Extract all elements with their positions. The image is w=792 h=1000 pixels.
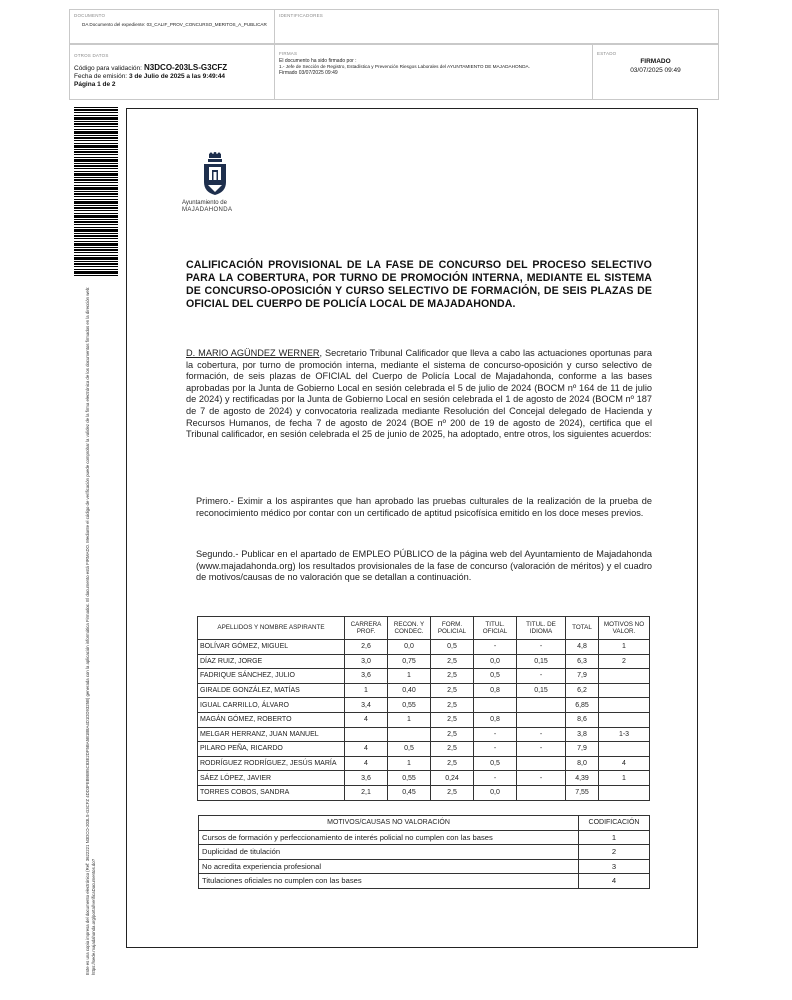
score-cell: 1	[388, 712, 431, 727]
document-title: CALIFICACIÓN PROVISIONAL DE LA FASE DE CONCURSO DEL PROCESO SELECTIVO PARA LA COBERTURA, POR TURNO DE PROMOCIÓN INTERNA, MEDIANTE EL SISTEMA DE CONCURSO-OPOSICIÓN Y CURSO SELECTIVO DE FORMACIÓN, DE SEIS PLAZAS DE OFICIAL DEL CUERPO DE POLICÍA LOCAL DE MAJADAHONDA.	[186, 259, 652, 310]
intro-paragraph	[186, 348, 652, 441]
results-table	[197, 616, 650, 801]
aspirant-name-cell: PILARO PEÑA, RICARDO	[198, 742, 345, 757]
score-cell	[345, 727, 388, 742]
score-cell: 8,6	[566, 712, 599, 727]
header-documento-box	[69, 9, 275, 44]
motivo-cell: Duplicidad de titulación	[199, 845, 579, 860]
score-cell: 0,24	[431, 771, 474, 786]
score-cell: 3,0	[345, 654, 388, 669]
table-row	[198, 727, 650, 742]
score-cell: 0,8	[474, 712, 517, 727]
score-cell	[388, 727, 431, 742]
score-cell: 0,15	[517, 683, 566, 698]
score-cell: 4	[345, 712, 388, 727]
verification-side-text: Este es una copia impresa del documento electrónico (Ref: 3622221 N3DCO-203LS-G3CFZ 4DD3FEB9B95C83E2DF5BA5B1B8A4D1DD9325B) generada con la aplicación informática Firmadoc. El documento está FIRMADO. Mediante el código de verificación puede comprobar la validez de la firma electrónica de los documentos firmados en la dirección web: https://sede.majadahonda.org/portal/verificaDocumentos.do?	[85, 286, 96, 975]
score-cell: 7,9	[566, 669, 599, 684]
table-row	[199, 845, 650, 860]
score-cell: 3,6	[345, 771, 388, 786]
score-cell: 0,40	[388, 683, 431, 698]
score-cell	[517, 756, 566, 771]
score-cell: 0,5	[388, 742, 431, 757]
otros-label: OTROS DATOS	[74, 53, 109, 58]
documento-value: DA Documento del expediente: 03_CALIF_PROV_CONCURSO_MERITOS_A_PUBLICAR	[82, 22, 267, 27]
score-cell: 6,3	[566, 654, 599, 669]
fecha-prefix: Fecha de emisión:	[74, 73, 128, 80]
score-cell: -	[517, 727, 566, 742]
estado-date: 03/07/2025 09:49	[630, 67, 681, 74]
col-header-motivos: MOTIVOS NO VALOR.	[599, 617, 650, 640]
score-cell	[599, 712, 650, 727]
score-cell: -	[474, 640, 517, 655]
score-cell	[599, 669, 650, 684]
score-cell: 2,5	[431, 654, 474, 669]
col-header-motivo: MOTIVOS/CAUSAS NO VALORACIÓN	[199, 816, 579, 831]
score-cell: 0,5	[474, 756, 517, 771]
aspirant-name-cell: SÁEZ LÓPEZ, JAVIER	[198, 771, 345, 786]
score-cell: 1	[388, 756, 431, 771]
score-cell: 3,4	[345, 698, 388, 713]
aspirant-name-cell: MELGAR HERRANZ, JUAN MANUEL	[198, 727, 345, 742]
aspirant-name-cell: IGUAL CARRILLO, ÁLVARO	[198, 698, 345, 713]
score-cell: 0,75	[388, 654, 431, 669]
logo-line2: MAJADAHONDA	[182, 207, 233, 213]
aspirant-name-cell: TORRES COBOS, SANDRA	[198, 785, 345, 800]
motivos-header-row	[199, 816, 650, 831]
score-cell: -	[517, 669, 566, 684]
score-cell: -	[474, 771, 517, 786]
table-row	[199, 830, 650, 845]
firmas-line2: 1.- Jefe de Sección de Registro, Estadística y Prevención Riesgos Laborales del AYUNTAMIENTO DE MAJADAHONDA.	[279, 64, 530, 69]
aspirant-name-cell: FADRIQUE SÁNCHEZ, JULIO	[198, 669, 345, 684]
col-header-nombre: APELLIDOS Y NOMBRE ASPIRANTE	[198, 617, 345, 640]
score-cell: 0,5	[474, 669, 517, 684]
col-header-form: FORM. POLICIAL	[431, 617, 474, 640]
score-cell: 8,0	[566, 756, 599, 771]
firmas-line3: Firmado 03/07/2025 09:49	[279, 70, 338, 76]
estado-value: FIRMADO	[640, 58, 671, 65]
score-cell: 1	[388, 669, 431, 684]
score-cell: 2,5	[431, 742, 474, 757]
col-header-recon: RECON. Y CONDEC.	[388, 617, 431, 640]
score-cell	[599, 742, 650, 757]
score-cell: 0,0	[474, 785, 517, 800]
score-cell: 6,85	[566, 698, 599, 713]
score-cell: 2,6	[345, 640, 388, 655]
table-row	[198, 654, 650, 669]
header-otros-box	[69, 44, 275, 100]
header-firmas-box	[274, 44, 593, 100]
secretary-name: D. MARIO AGÜNDEZ WERNER	[186, 348, 320, 358]
col-header-total: TOTAL	[566, 617, 599, 640]
table-row	[198, 640, 650, 655]
score-cell: 4	[599, 756, 650, 771]
score-cell	[599, 785, 650, 800]
results-table-body	[198, 640, 650, 801]
identificadores-label: IDENTIFICADORES	[279, 13, 324, 18]
col-header-titul-oficial: TITUL. OFICIAL	[474, 617, 517, 640]
estado-label: ESTADO	[597, 51, 617, 56]
intro-text: , Secretario Tribunal Calificador que lleva a cabo las actuaciones oportunas para la cobertura, por turno de promoción interna, mediante el sistema de concurso-oposición y curso selectivo de formación, de seis plazas de OFICIAL del Cuerpo de Policía Local de Majadahonda, conforme a las bases aprobadas por la Junta de Gobierno Local en sesión celebrada el 5 de julio de 2024 (BOCM nº 164 de 11 de julio de 2024) y rectificadas por la Junta de Gobierno Local en sesión celebrada el 1 de agosto de 2024 (BOCM nº 187 de 7 de agosto de 2024) y convocatoria realizada mediante Resolución del Concejal delegado de Hacienda y Recursos Humanos, de fecha 7 de agosto de 2024 (BOE nº 200 de 19 de agosto de 2024), certifica que el Tribunal calificador, en sesión celebrada el 25 de junio de 2025, ha adoptado, entre otros, los siguientes acuerdos:	[186, 348, 652, 440]
score-cell: 2,1	[345, 785, 388, 800]
score-cell: 0,55	[388, 771, 431, 786]
score-cell: 4,39	[566, 771, 599, 786]
documento-label: DOCUMENTO	[74, 13, 106, 18]
score-cell: -	[474, 742, 517, 757]
table-row	[199, 874, 650, 889]
aspirant-name-cell: GIRALDE GONZÁLEZ, MATÍAS	[198, 683, 345, 698]
table-row	[198, 669, 650, 684]
header-estado-box	[592, 44, 719, 100]
score-cell	[517, 785, 566, 800]
motivo-cell: No acredita experiencia profesional	[199, 859, 579, 874]
score-cell: 0,0	[388, 640, 431, 655]
ayuntamiento-logo	[182, 152, 246, 214]
aspirant-name-cell: DÍAZ RUIZ, JORGE	[198, 654, 345, 669]
score-cell: 6,2	[566, 683, 599, 698]
codificacion-cell: 4	[579, 874, 650, 889]
col-header-titul-idioma: TITUL. DE IDIOMA	[517, 617, 566, 640]
score-cell: 2,5	[431, 698, 474, 713]
table-row	[198, 756, 650, 771]
score-cell: 0,45	[388, 785, 431, 800]
score-cell	[517, 712, 566, 727]
col-header-codificacion: CODIFICACIÓN	[579, 816, 650, 831]
codigo-prefix: Código para validación:	[74, 65, 142, 72]
motivo-cell: Cursos de formación y perfeccionamiento de interés policial no cumplen con las bases	[199, 830, 579, 845]
score-cell: 2	[599, 654, 650, 669]
score-cell: 1-3	[599, 727, 650, 742]
motivos-table-body	[199, 830, 650, 888]
score-cell: 0,55	[388, 698, 431, 713]
score-cell: 7,9	[566, 742, 599, 757]
table-row	[198, 683, 650, 698]
motivo-cell: Titulaciones oficiales no cumplen con las bases	[199, 874, 579, 889]
barcode	[74, 107, 118, 277]
score-cell: 2,5	[431, 669, 474, 684]
codificacion-cell: 2	[579, 845, 650, 860]
score-cell	[517, 698, 566, 713]
table-row	[198, 712, 650, 727]
score-cell: 4	[345, 756, 388, 771]
score-cell: 2,5	[431, 712, 474, 727]
score-cell: 1	[599, 771, 650, 786]
score-cell: 4,8	[566, 640, 599, 655]
aspirant-name-cell: RODRÍGUEZ RODRÍGUEZ, JESÚS MARÍA	[198, 756, 345, 771]
codificacion-cell: 3	[579, 859, 650, 874]
score-cell: 0,8	[474, 683, 517, 698]
codificacion-cell: 1	[579, 830, 650, 845]
score-cell: 2,5	[431, 785, 474, 800]
score-cell: -	[474, 727, 517, 742]
score-cell	[474, 698, 517, 713]
table-row	[199, 859, 650, 874]
score-cell: 0,15	[517, 654, 566, 669]
score-cell: 3,6	[345, 669, 388, 684]
aspirant-name-cell: MAGÁN GÓMEZ, ROBERTO	[198, 712, 345, 727]
results-header-row	[198, 617, 650, 640]
acuerdo-segundo: Segundo.- Publicar en el apartado de EMPLEO PÚBLICO de la página web del Ayuntamiento de Majadahonda (www.majadahonda.org) los resultados provisionales de la fase de concurso (valoración de méritos) y el cuadro de motivos/causas de no valoración que se detallan a continuación.	[196, 549, 652, 583]
score-cell: 4	[345, 742, 388, 757]
score-cell: 0,5	[431, 640, 474, 655]
score-cell: -	[517, 742, 566, 757]
validation-code: N3DCO-203LS-G3CFZ	[144, 63, 228, 72]
score-cell: 0,0	[474, 654, 517, 669]
col-header-carrera: CARRERA PROF.	[345, 617, 388, 640]
table-row	[198, 771, 650, 786]
header-identificadores-box	[274, 9, 719, 44]
score-cell: 2,5	[431, 683, 474, 698]
score-cell: -	[517, 771, 566, 786]
firmas-label: FIRMAS	[279, 51, 298, 56]
table-row	[198, 742, 650, 757]
score-cell	[599, 683, 650, 698]
coat-of-arms-icon	[200, 152, 230, 196]
table-row	[198, 698, 650, 713]
firmas-line1: El documento ha sido firmado por :	[279, 58, 357, 64]
score-cell: 1	[599, 640, 650, 655]
acuerdo-primero: Primero.- Eximir a los aspirantes que han aprobado las pruebas culturales de la realización de la prueba de reconocimiento médico por contar con un certificado de aptitud psicofísica emitido en los doce meses previos.	[196, 496, 652, 518]
score-cell	[599, 698, 650, 713]
score-cell: 1	[345, 683, 388, 698]
aspirant-name-cell: BOLÍVAR GÓMEZ, MIGUEL	[198, 640, 345, 655]
score-cell: -	[517, 640, 566, 655]
score-cell: 2,5	[431, 727, 474, 742]
page-count: Página 1 de 2	[74, 81, 116, 88]
emission-date: 3 de Julio de 2025 a las 9:49:44	[128, 73, 226, 80]
score-cell: 7,55	[566, 785, 599, 800]
score-cell: 3,8	[566, 727, 599, 742]
table-row	[198, 785, 650, 800]
logo-line1: Ayuntamiento de	[182, 200, 227, 206]
score-cell: 2,5	[431, 756, 474, 771]
motivos-table	[198, 815, 650, 889]
